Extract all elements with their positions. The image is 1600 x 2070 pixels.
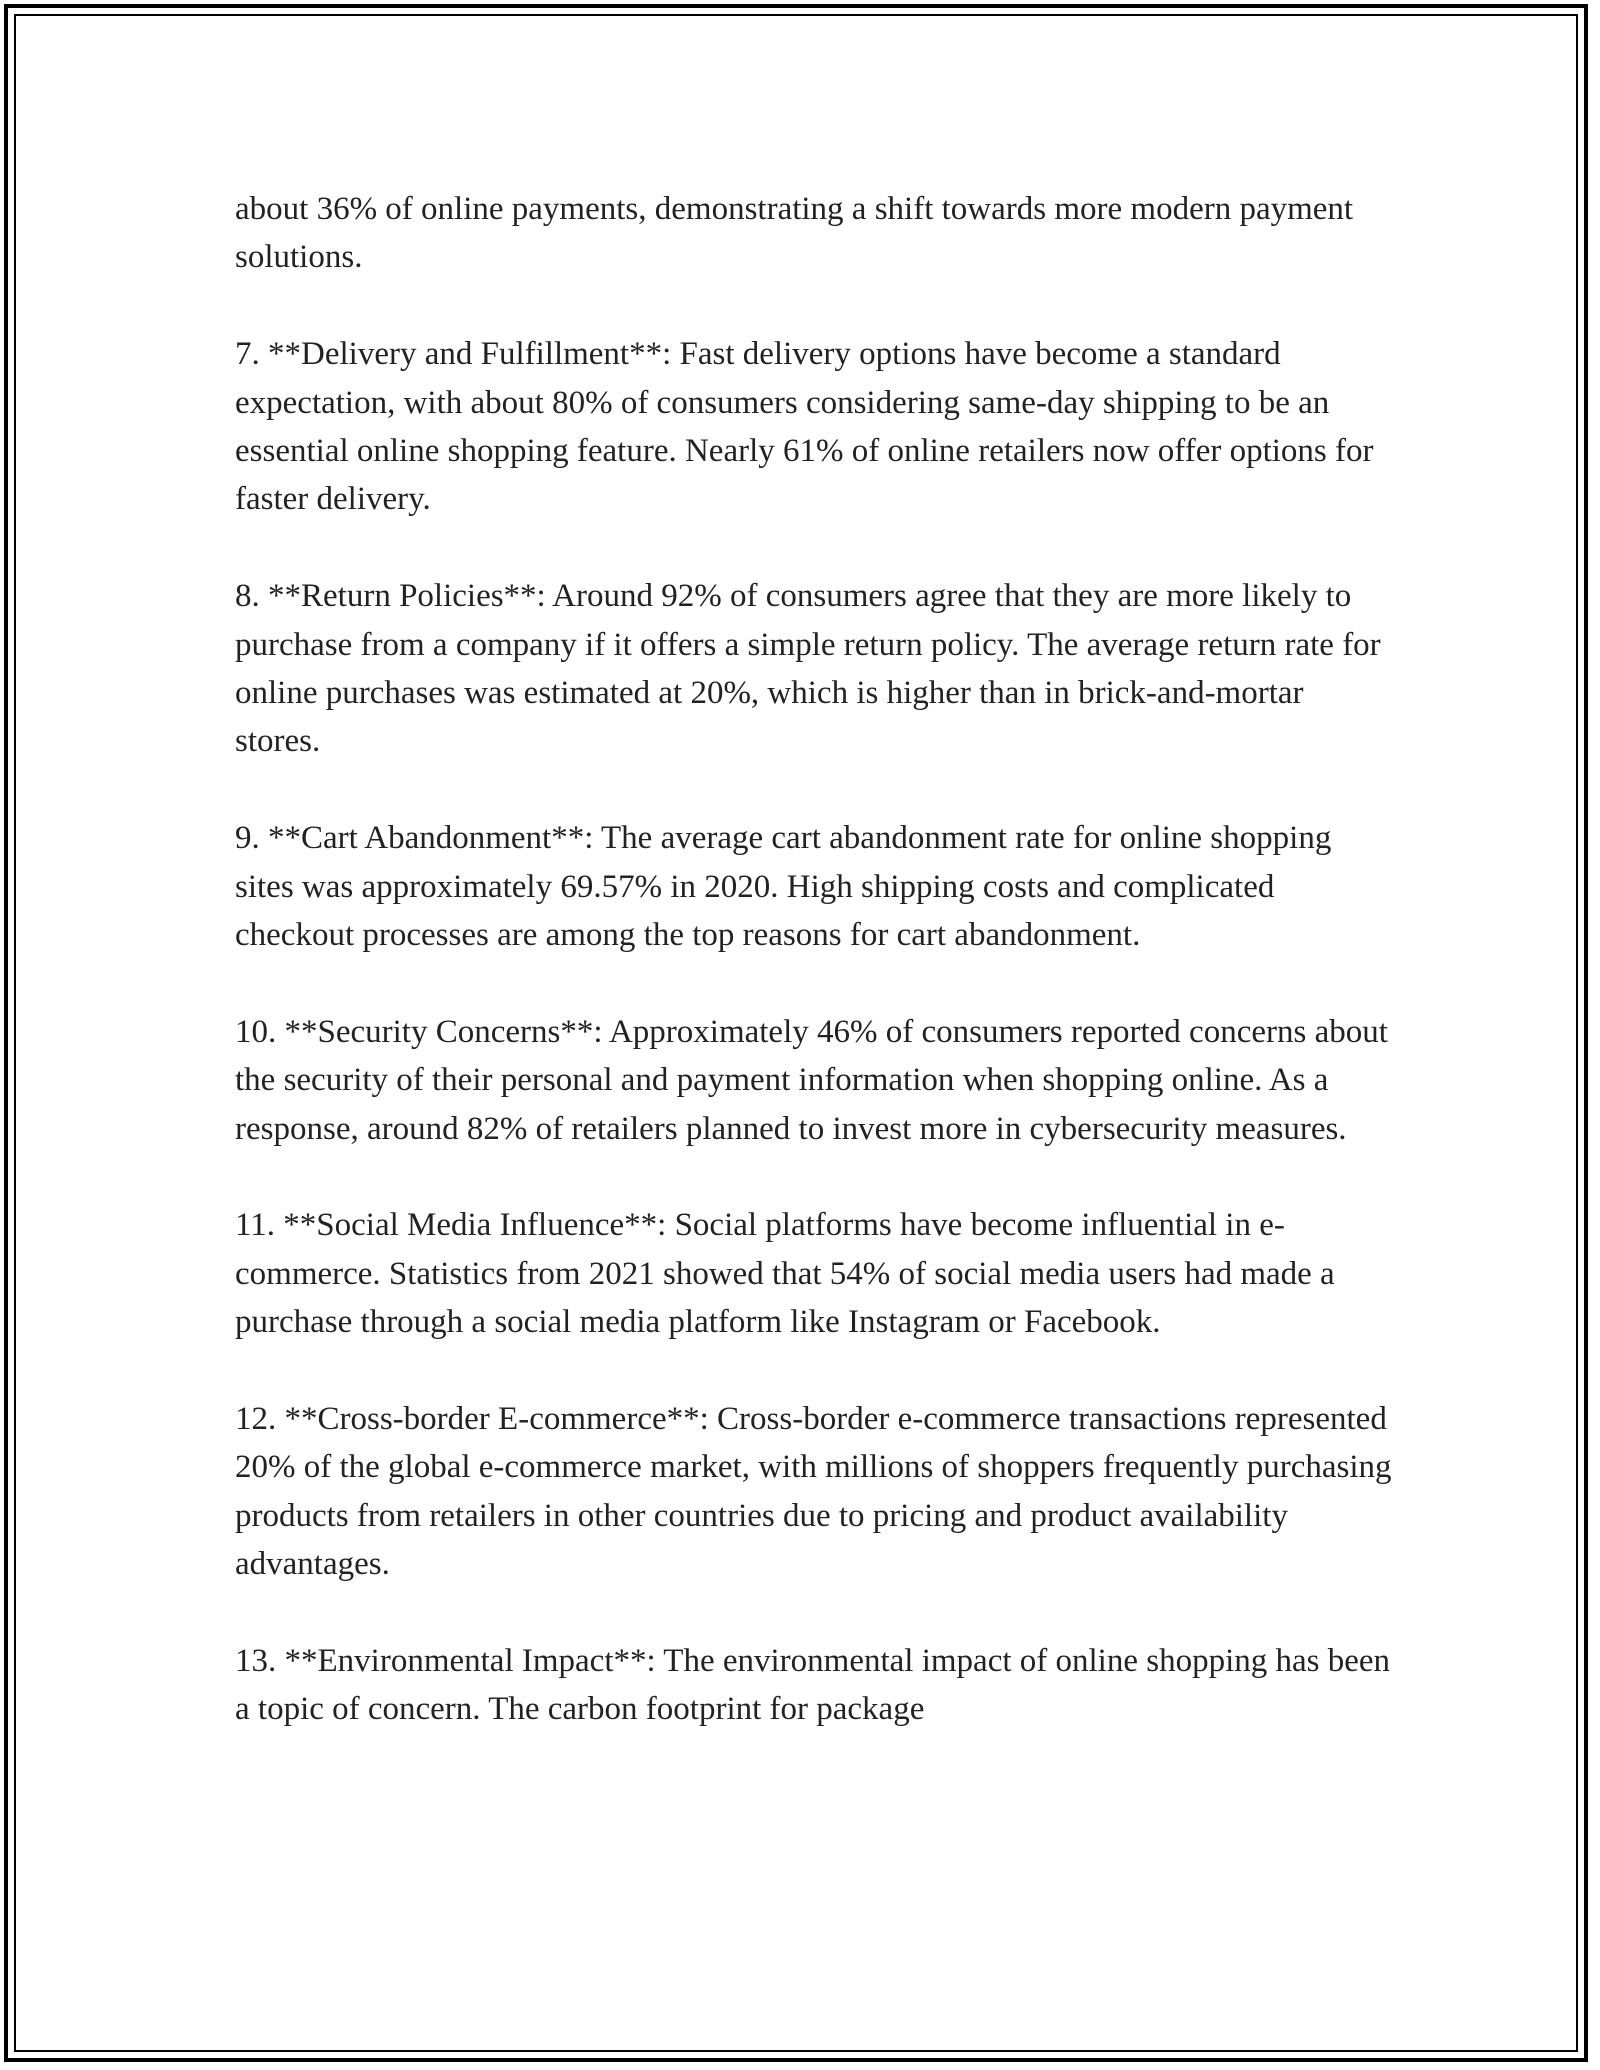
paragraph-social-media-influence: 11. **Social Media Influence**: Social platforms have become influential in e-commerce. Statistics from 2021 showed that 54% of social media users had made a purchase through a social media platform like Instagram or Facebook.: [235, 1207, 1335, 1341]
paragraph-cart-abandonment: 9. **Cart Abandonment**: The average cart abandonment rate for online shopping sites was approximately 69.57% in 2020. High shipping costs and complicated checkout processes are among the top reasons for cart abandonment.: [235, 820, 1332, 954]
paragraph-return-policies: 8. **Return Policies**: Around 92% of consumers agree that they are more likely to purchase from a company if it offers a simple return policy. The average return rate for online purchases was estimated at 20%, which is higher than in brick-and-mortar stores.: [235, 578, 1381, 760]
paragraph-cross-border-ecommerce: 12. **Cross-border E-commerce**: Cross-border e-commerce transactions represented 20% of the global e-commerce market, with millions of shoppers frequently purchasing products from retailers in other countries due to pricing and product availability advantages.: [235, 1401, 1392, 1583]
paragraph-environmental-impact: 13. **Environmental Impact**: The environmental impact of online shopping has been a topic of concern. The carbon footprint for package: [235, 1643, 1391, 1728]
paragraph-payment-solutions: about 36% of online payments, demonstrating a shift towards more modern payment solutions.: [235, 191, 1354, 276]
paragraph-security-concerns: 10. **Security Concerns**: Approximately 46% of consumers reported concerns about the security of their personal and payment information when shopping online. As a response, around 82% of retailers planned to invest more in cybersecurity measures.: [235, 1013, 1388, 1147]
document-body: [235, 185, 1395, 1734]
paragraph-delivery-fulfillment: 7. **Delivery and Fulfillment**: Fast delivery options have become a standard expectation, with about 80% of consumers considering same-day shipping to be an essential online shopping feature. Nearly 61% of online retailers now offer options for faster delivery.: [235, 336, 1374, 518]
